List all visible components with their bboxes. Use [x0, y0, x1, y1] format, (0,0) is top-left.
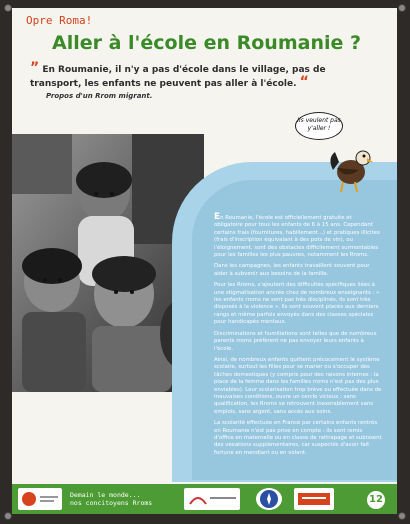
partner-logo [18, 488, 62, 510]
vulture-icon [325, 140, 375, 195]
poster [12, 8, 397, 514]
quote-attribution: Propos d'un Rrom migrant. [46, 92, 153, 100]
paragraph: En Roumanie, l'école est officiellement gratuite et obligatoire pour tous les enfants de 6 à 15 ans. Cependant certains frais (fournitures, habillement...) et pratiques illicites (frais d'inscription équivalant à des pots de vin), ou l'éloignement, sont des obstacles difficilement surmontables pour les familles les plus pauvres, notamment les Rroms. [214, 212, 380, 259]
article-body [214, 214, 382, 461]
drop-cap: E [214, 212, 221, 222]
page-number: 12 [367, 491, 385, 509]
partner-logo [294, 488, 334, 510]
screw-icon [398, 4, 406, 12]
quote-block [30, 62, 380, 90]
paragraph: Dans les campagnes, les enfants travaillent souvent pour aider à subvenir aux besoins de la famille. [214, 263, 370, 277]
paragraph: La scolarité effectuée en France par certains enfants rentrés en Roumanie n'est pas prise en compte : ils sont remis d'office en maternelle ou en classe de rattrapage et subissent des vexations supplémentaires, car suspectés d'avoir fait fortune en mendiant ou en volant. [214, 420, 382, 456]
quote-close-mark: “ [299, 74, 309, 90]
partner-logo [256, 488, 282, 510]
page-title: Aller à l'école en Roumanie ? [52, 32, 362, 54]
screw-icon [398, 512, 406, 520]
quote-text: En Roumanie, il n'y a pas d'école dans le village, pas de transport, les enfants ne peuvent pas aller à l'école. [30, 65, 326, 89]
partner-logo [184, 488, 240, 510]
footer-bar [12, 484, 397, 514]
brand-label: Opre Roma! [26, 14, 93, 27]
speech-bubble: Ils veulent pas y'aller ! [295, 112, 343, 140]
paragraph: Ainsi, de nombreux enfants quittent précocement le système scolaire, surtout les filles pour se marier ou s'occuper des tâches domestiques (y compris pour des raisons internes : la place de la femme dans les familles rroms n'est pas des plus enviables). Leur scolarisation trop brève ou effectuée dans de mauvaises conditions, ouvre un cercle vicieux : sans qualification, les Rroms se retrouvent inexorablement sans emplois, sans argent, sans accès aux soins. [214, 356, 382, 415]
paragraph: Discriminations et humiliations sont telles que de nombreux parents rroms préfèrent ne pas envoyer leurs enfants à l'école. [214, 330, 377, 352]
paragraph: Pour les Rroms, s'ajoutent des difficultés spécifiques liées à une stigmatisation ancrée chez de nombreux enseignants : « les enfants rroms ne sont pas très disciplinés, ils sont très disposés à la violence ». Ils sont souvent placés aux derniers rangs et même parfois envoyés dans des classes spéciales pour handicapés mentaux. [214, 282, 380, 326]
footer-tagline: Demain le monde... nos concitoyens Rroms [70, 491, 153, 507]
screw-icon [4, 512, 12, 520]
quote-open-mark: ” [30, 60, 40, 76]
screw-icon [4, 4, 12, 12]
